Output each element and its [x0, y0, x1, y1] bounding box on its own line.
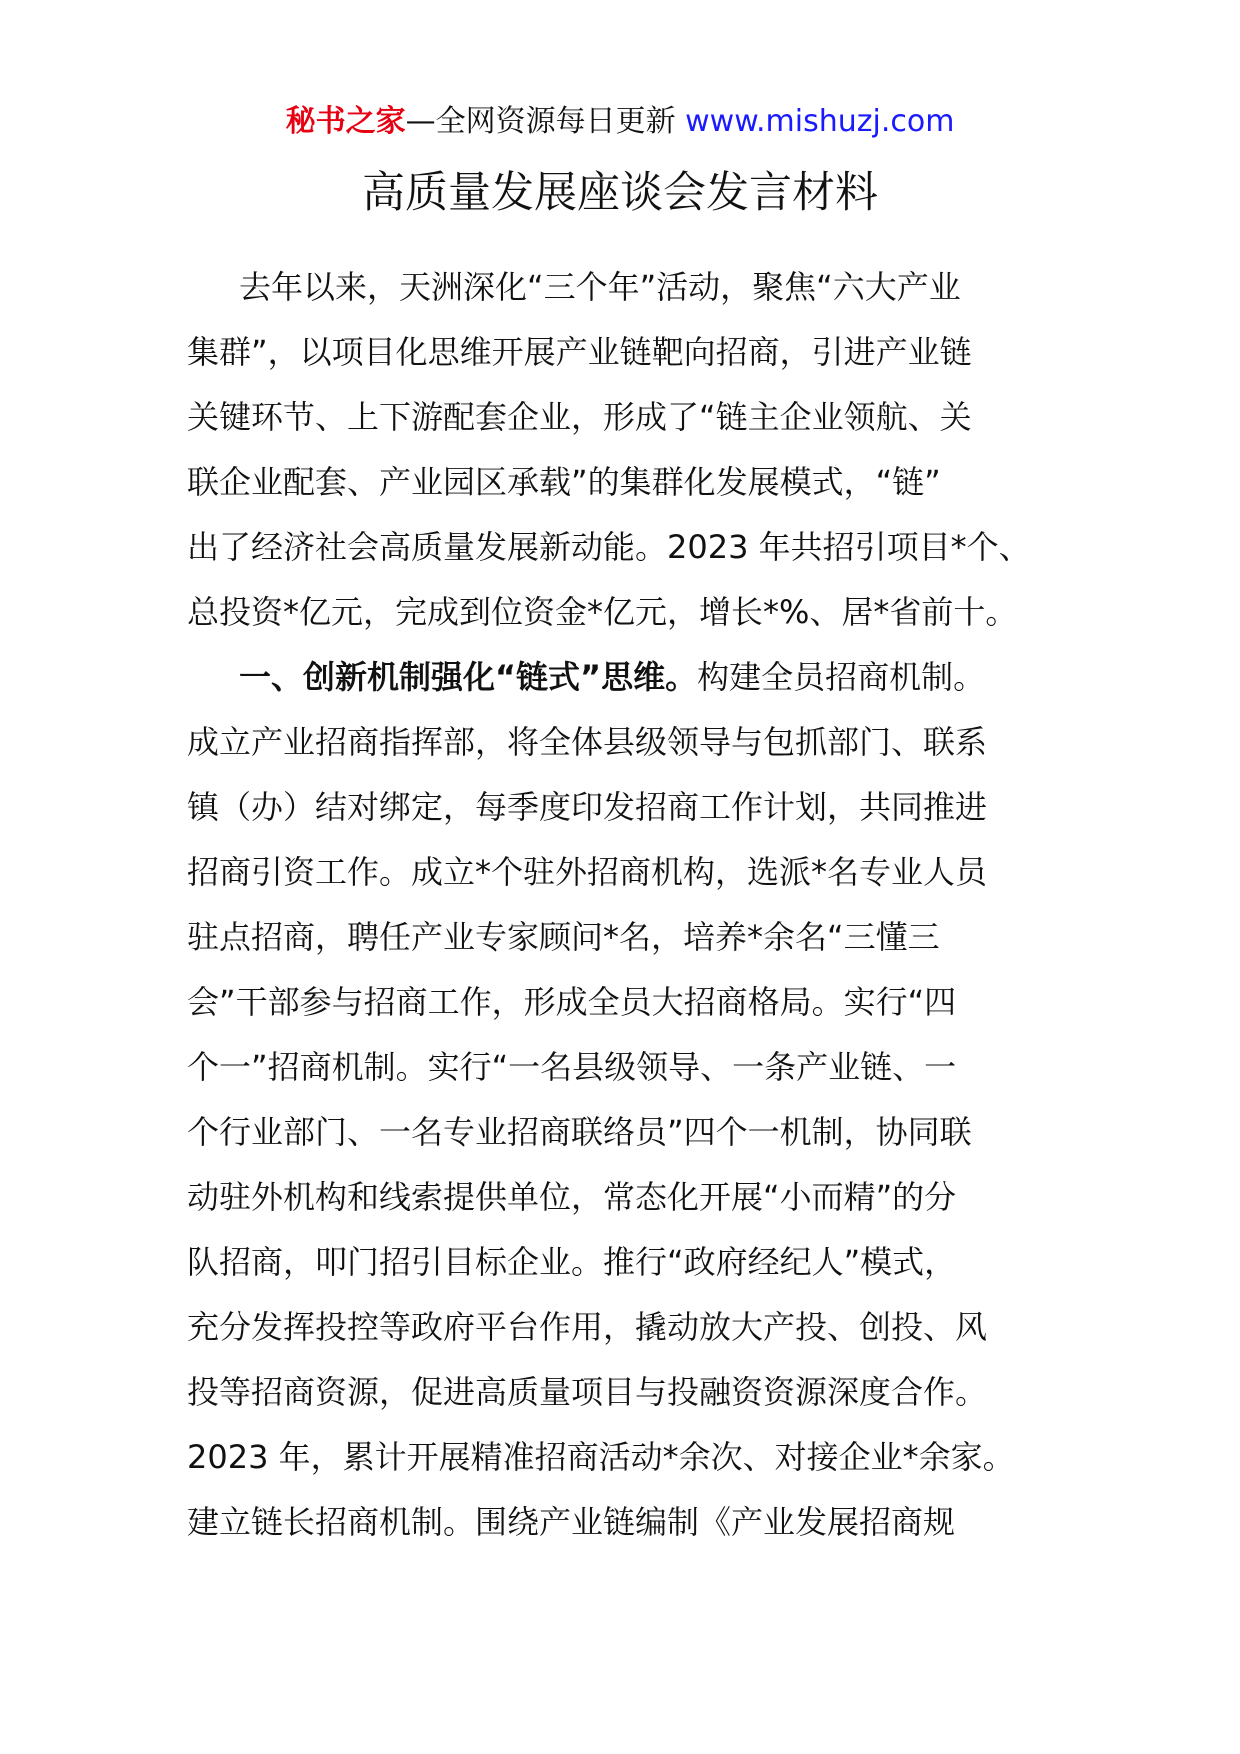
site-slogan: —全网资源每日更新	[405, 104, 676, 139]
paragraph-line: 会”干部参与招商工作，形成全员大招商格局。实行“四	[187, 983, 957, 1021]
paragraph-line: 总投资*亿元，完成到位资金*亿元，增长*%、居*省前十。	[187, 593, 1018, 631]
paragraph-line: 成立产业招商指挥部，将全体县级领导与包抓部门、联系	[187, 723, 988, 761]
paragraph-line: 联企业配套、产业园区承载”的集群化发展模式，“链”	[187, 463, 941, 501]
site-url-link[interactable]: www.mishuzj.com	[685, 104, 955, 139]
paragraph-line: 镇（办）结对绑定，每季度印发招商工作计划，共同推进	[187, 788, 988, 826]
paragraph-line: 2023 年，累计开展精准招商活动*余次、对接企业*余家。	[187, 1438, 1015, 1476]
paragraph-intro	[187, 255, 1067, 645]
paragraph-line: 队招商，叩门招引目标企业。推行“政府经纪人”模式，	[187, 1243, 957, 1281]
paragraph-line: 建立链长招商机制。围绕产业链编制《产业发展招商规	[187, 1503, 956, 1541]
paragraph-section-one	[187, 645, 1067, 1555]
paragraph-line: 出了经济社会高质量发展新动能。2023 年共招引项目*个、	[187, 528, 1031, 566]
section-first-line-text: 构建全员招商机制。	[697, 658, 986, 696]
paragraph-line: 关键环节、上下游配套企业，形成了“链主企业领航、关	[187, 398, 972, 436]
site-banner	[0, 100, 1240, 144]
document-title: 高质量发展座谈会发言材料	[362, 168, 878, 218]
paragraph-line: 去年以来，天洲深化“三个年”活动，聚焦“六大产业	[239, 268, 961, 306]
paragraph-line: 驻点招商，聘任产业专家顾问*名，培养*余名“三懂三	[187, 918, 940, 956]
brand-name: 秘书之家	[285, 104, 406, 139]
document-body	[187, 255, 1067, 1555]
section-heading: 一、创新机制强化“链式”思维。	[239, 658, 698, 696]
paragraph-line: 投等招商资源，促进高质量项目与投融资资源深度合作。	[187, 1373, 988, 1411]
paragraph-line	[187, 645, 1067, 710]
paragraph-line: 充分发挥投控等政府平台作用，撬动放大产投、创投、风	[187, 1308, 988, 1346]
paragraph-line: 集群”，以项目化思维开展产业链靶向招商，引进产业链	[187, 333, 972, 371]
paragraph-line: 个一”招商机制。实行“一名县级领导、一条产业链、一	[187, 1048, 957, 1086]
paragraph-line: 招商引资工作。成立*个驻外招商机构，选派*名专业人员	[187, 853, 988, 891]
paragraph-line: 个行业部门、一名专业招商联络员”四个一机制，协同联	[187, 1113, 972, 1151]
paragraph-line: 动驻外机构和线索提供单位，常态化开展“小而精”的分	[187, 1178, 957, 1216]
